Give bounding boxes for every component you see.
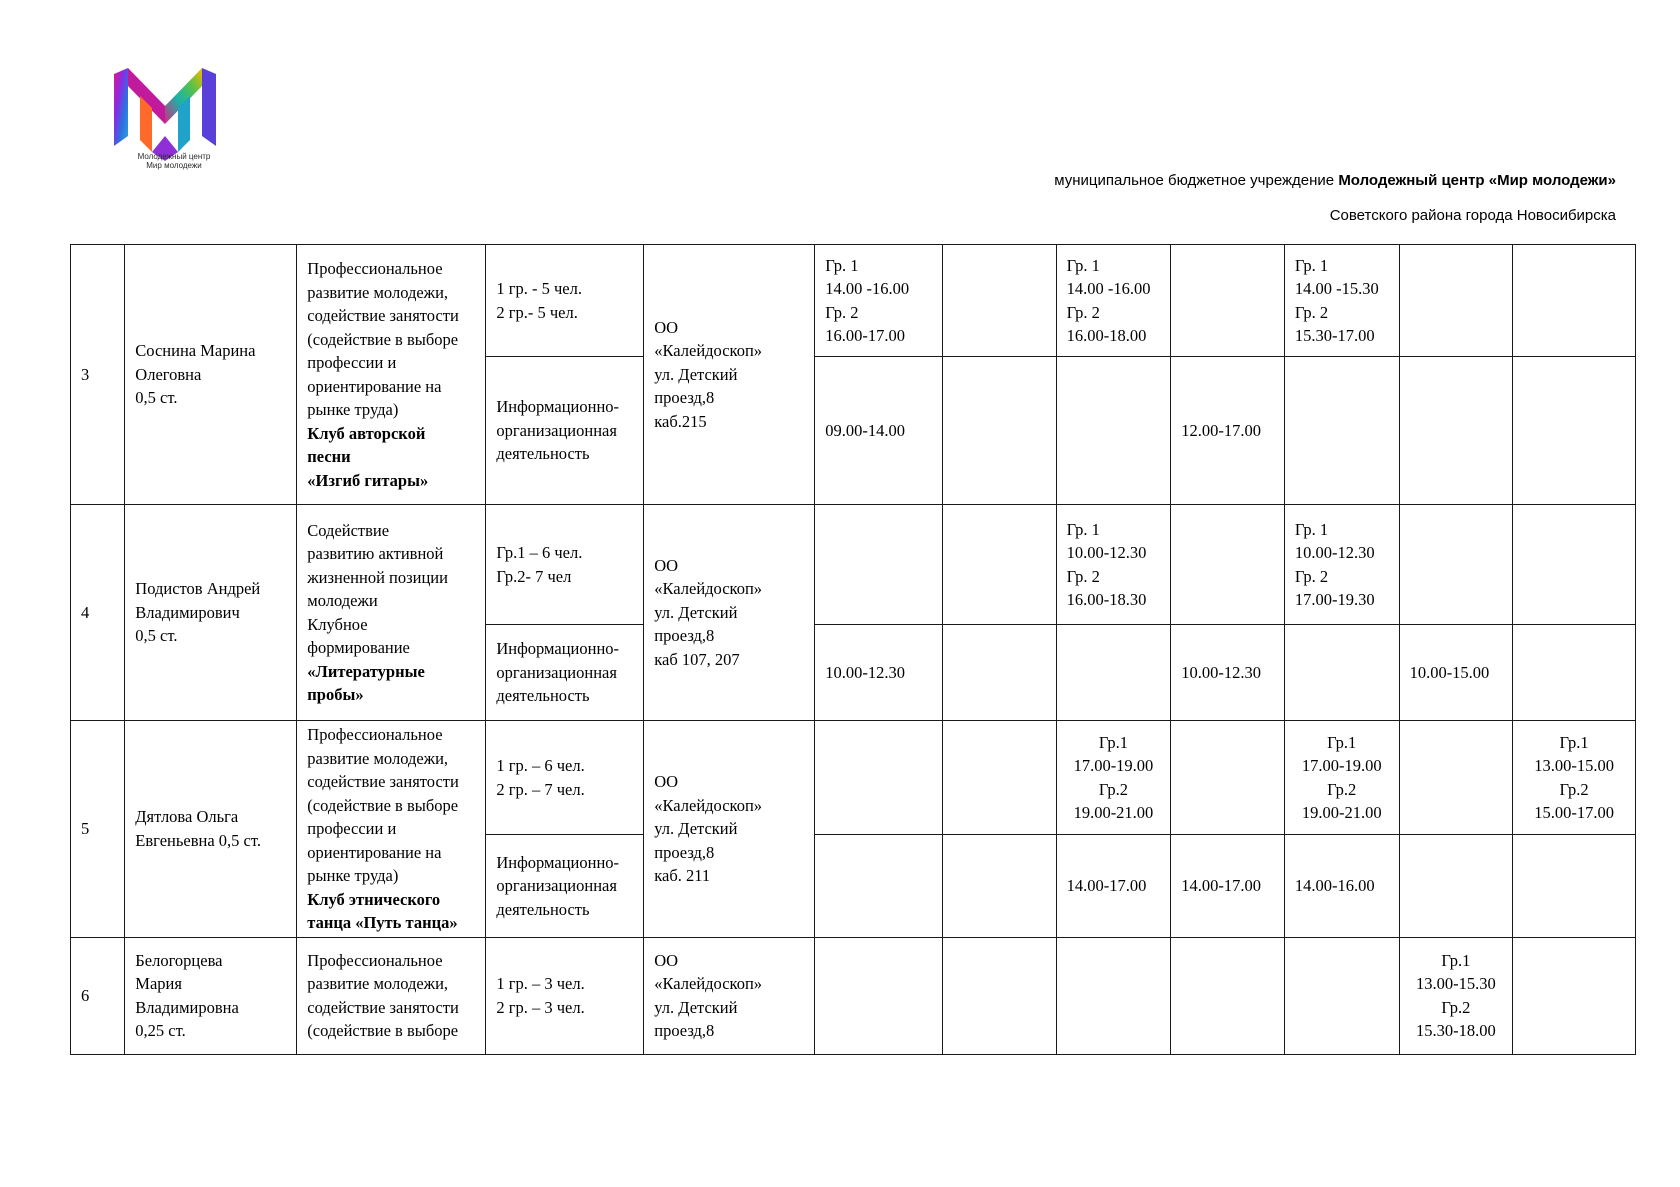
info-schedule-cell [1513,835,1636,937]
employee-name-line: Владимировна [135,997,239,1017]
schedule-time-line: Гр. 1 [1294,255,1329,275]
schedule-time-line: Гр. 1 [1066,519,1100,539]
info-schedule-cell [1513,357,1636,505]
info-schedule-time: 09.00-14.00 [825,420,905,440]
table-row [71,937,1636,1054]
place-line: «Калейдоскоп» [654,341,763,361]
info-activity-cell [486,835,644,937]
info-schedule-cell [1056,357,1171,505]
place-line: проезд,8 [654,842,715,862]
info-schedule-time: 14.00-16.00 [1294,876,1375,896]
place-cell [644,937,815,1054]
info-schedule-cell [1513,625,1636,721]
employee-name-line: Соснина Марина [135,341,256,361]
schedule-time-line: 15.00-17.00 [1534,803,1614,823]
direction-line: Профессиональное [307,725,443,744]
table-row [71,245,1636,357]
info-schedule-cell [815,357,943,505]
schedule-cell [1171,721,1285,835]
direction-line: формирование [307,638,410,657]
schedule-time-line: 14.00 -16.00 [1066,279,1151,298]
place-line: «Калейдоскоп» [654,579,763,599]
group-size-line: 1 гр. - 5 чел. [496,279,582,298]
schedule-time-line: 17.00-19.00 [1073,756,1154,776]
info-schedule-cell [942,625,1056,721]
schedule-cell [1513,721,1636,835]
schedule-cell [1171,505,1285,625]
direction-cell [297,505,486,721]
schedule-time-line: 14.00 -15.30 [1294,279,1379,298]
place-line: проезд,8 [654,388,715,408]
direction-line: Профессиональное [307,950,443,970]
schedule-cell [815,937,943,1054]
club-name-line: танца «Путь танца» [307,913,458,932]
place-cell [644,245,815,505]
direction-line: содействие занятости [307,772,459,791]
group-size-line: 2 гр.- 5 чел. [496,302,578,322]
info-schedule-cell [942,835,1056,937]
schedule-time-line: Гр. 2 [1294,566,1329,586]
schedule-cell [942,721,1056,835]
schedule-time-line: 17.00-19.30 [1294,590,1375,609]
schedule-cell [1284,505,1399,625]
club-name-line: «Изгиб гитары» [307,470,429,490]
schedule-cell [815,245,943,357]
place-line: ОО [654,950,679,970]
schedule-time-line: Гр. 2 [1066,566,1100,586]
schedule-time-line: 17.00-19.00 [1301,756,1382,776]
schedule-cell [1399,937,1513,1054]
schedule-time-line: 10.00-12.30 [1066,543,1147,562]
club-name-line: «Литературные [307,661,425,681]
schedule-cell [1399,245,1513,357]
direction-line: рынке труда) [307,866,399,885]
employee-name-line: 0,25 ст. [135,1021,186,1040]
info-activity-line: деятельность [496,899,590,919]
place-line: проезд,8 [654,1021,715,1040]
schedule-cell [1284,721,1399,835]
schedule-time-line: Гр.2 [1327,779,1357,799]
place-line: проезд,8 [654,626,715,646]
direction-line: профессии и [307,353,397,372]
schedule-time-line: Гр.1 [1327,732,1357,752]
info-activity-cell [486,625,644,721]
club-name-line: песни [307,447,351,466]
logo-caption-line1: Молодежный центр [137,152,211,161]
direction-line: (содействие в выборе [307,329,459,349]
schedule-time-line: Гр. 1 [1294,519,1329,539]
schedule-time-line: Гр.2 [1441,997,1471,1017]
info-schedule-cell [815,625,943,721]
schedule-cell [942,937,1056,1054]
schedule-time-line: 19.00-21.00 [1301,803,1382,823]
row-number-cell [71,505,125,721]
direction-line: (содействие в выборе [307,795,459,815]
direction-line: Содействие [307,520,390,540]
schedule-time-line: Гр. 2 [825,302,859,322]
place-line: каб. 211 [654,866,711,885]
table-row [71,505,1636,625]
place-line: ул. Детский [654,997,738,1017]
groups-cell [486,937,644,1054]
info-activity-line: Информационно- [496,397,620,417]
group-size-line: Гр.1 – 6 чел. [496,543,583,562]
organization-name-bold: Молодежный центр «Мир молодежи» [1338,172,1616,189]
direction-line: (содействие в выборе [307,1021,459,1040]
info-schedule-cell [1399,357,1513,505]
schedule-cell [942,505,1056,625]
schedule-cell [1056,505,1171,625]
direction-line: развитие молодежи, [307,974,449,993]
place-line: «Калейдоскоп» [654,795,763,815]
info-activity-line: деятельность [496,686,590,706]
schedule-table [70,244,1636,1055]
employee-name-cell [125,245,297,505]
direction-line: ориентирование на [307,842,442,862]
info-schedule-cell [1056,835,1171,937]
schedule-time-line: 13.00-15.30 [1416,974,1496,993]
info-schedule-cell [1171,835,1285,937]
schedule-time-line: 16.00-17.00 [825,326,905,345]
employee-name-line: 0,5 ст. [135,388,178,408]
schedule-time-line: Гр. 2 [1294,302,1329,322]
schedule-time-line: 15.30-17.00 [1294,326,1375,345]
group-size-line: 2 гр. – 7 чел. [496,779,585,799]
employee-name-cell [125,721,297,938]
info-schedule-cell [1399,625,1513,721]
groups-cell [486,245,644,357]
info-schedule-cell [1284,357,1399,505]
place-line: ОО [654,772,679,791]
table-row [71,721,1636,835]
employee-name-line: Мария [135,974,182,993]
organization-prefix: муниципальное бюджетное учреждение [1054,172,1339,189]
schedule-time-line: 13.00-15.00 [1534,756,1614,776]
group-size-line: 2 гр. – 3 чел. [496,997,585,1017]
info-schedule-time: 10.00-12.30 [1181,662,1262,682]
info-activity-line: организационная [496,662,617,682]
schedule-time-line: Гр. 1 [825,255,859,275]
direction-cell [297,721,486,938]
schedule-time-line: Гр.2 [1098,779,1128,799]
employee-name-line: Евгеньевна 0,5 ст. [135,830,261,850]
direction-line: Клубное [307,614,368,634]
row-number-cell [71,937,125,1054]
place-cell [644,721,815,938]
info-schedule-time: 10.00-15.00 [1409,662,1490,682]
groups-cell [486,721,644,835]
place-line: каб.215 [654,411,707,431]
info-activity-cell [486,357,644,505]
info-activity-line: Информационно- [496,639,620,659]
info-schedule-time: 14.00-17.00 [1181,876,1262,896]
schedule-time-line: 10.00-12.30 [1294,543,1375,562]
schedule-time-line: Гр.1 [1098,732,1128,752]
direction-line: молодежи [307,591,378,610]
schedule-time-line: 19.00-21.00 [1073,803,1154,823]
schedule-cell [1399,505,1513,625]
info-activity-line: Информационно- [496,852,620,872]
employee-name-line: Владимирович [135,602,240,622]
groups-cell [486,505,644,625]
info-activity-line: деятельность [496,444,590,464]
employee-name-line: Белогорцева [135,950,223,970]
place-line: ОО [654,555,679,575]
direction-line: профессии и [307,819,397,838]
schedule-cell [1513,505,1636,625]
schedule-time-line: Гр.1 [1559,732,1589,752]
place-line: «Калейдоскоп» [654,974,763,993]
row-number: 3 [81,364,90,384]
info-activity-line: организационная [496,876,617,896]
place-line: ул. Детский [654,819,738,838]
organization-district: Советского района города Новосибирска [1329,207,1616,224]
schedule-cell [1056,721,1171,835]
schedule-cell [815,721,943,835]
info-schedule-time: 12.00-17.00 [1181,420,1262,440]
schedule-time-line: Гр. 2 [1066,302,1100,322]
employee-name-line: 0,5 ст. [135,626,178,646]
row-number: 5 [81,819,90,838]
schedule-cell [1171,245,1285,357]
schedule-time-line: Гр. 1 [1066,255,1100,275]
organization-name [1054,172,1616,189]
club-name-line: Клуб авторской [307,423,426,443]
group-size-line: Гр.2- 7 чел [496,566,572,586]
club-name-line: Клуб этнического [307,889,441,909]
schedule-cell [1284,937,1399,1054]
place-line: ул. Детский [654,602,738,622]
info-schedule-cell [1171,625,1285,721]
info-schedule-cell [815,835,943,937]
info-schedule-cell [1284,835,1399,937]
direction-line: жизненной позиции [307,567,448,587]
direction-line: развитие молодежи, [307,748,449,768]
info-schedule-cell [1399,835,1513,937]
schedule-cell [1513,937,1636,1054]
row-number: 4 [81,602,90,622]
info-schedule-cell [1056,625,1171,721]
direction-line: рынке труда) [307,400,399,419]
group-size-line: 1 гр. – 3 чел. [496,974,585,993]
direction-line: ориентирование на [307,376,442,396]
direction-line: содействие занятости [307,306,459,325]
logo-caption-line2: Мир молодежи [146,161,202,170]
direction-cell [297,937,486,1054]
employee-name-line: Подистов Андрей [135,579,261,599]
place-line: каб 107, 207 [654,649,740,669]
schedule-time-line: 16.00-18.00 [1066,326,1147,345]
row-number: 6 [81,985,90,1005]
schedule-time-line: Гр.1 [1441,950,1471,970]
place-line: ул. Детский [654,364,738,384]
schedule-cell [1399,721,1513,835]
direction-cell [297,245,486,505]
employee-name-cell [125,505,297,721]
direction-line: Профессиональное [307,259,443,278]
info-schedule-cell [1284,625,1399,721]
schedule-cell [1513,245,1636,357]
row-number-cell [71,245,125,505]
info-schedule-cell [1171,357,1285,505]
info-schedule-time: 14.00-17.00 [1066,876,1147,896]
schedule-time-line: 16.00-18.30 [1066,590,1147,609]
employee-name-line: Олеговна [135,364,202,384]
direction-line: развитию активной [307,544,444,563]
place-line: ОО [654,317,679,337]
row-number-cell [71,721,125,938]
info-schedule-cell [942,357,1056,505]
schedule-time-line: Гр.2 [1559,779,1589,799]
schedule-cell [1171,937,1285,1054]
schedule-time-line: 14.00 -16.00 [825,279,910,298]
group-size-line: 1 гр. – 6 чел. [496,756,585,776]
employee-name-cell [125,937,297,1054]
info-activity-line: организационная [496,420,617,440]
employee-name-line: Дятлова Ольга [135,807,239,827]
place-cell [644,505,815,721]
direction-line: содействие занятости [307,997,459,1017]
schedule-cell [815,505,943,625]
schedule-cell [1284,245,1399,357]
schedule-time-line: 15.30-18.00 [1416,1021,1496,1040]
info-schedule-time: 10.00-12.30 [825,662,905,682]
schedule-cell [1056,245,1171,357]
schedule-cell [942,245,1056,357]
club-name-line: пробы» [307,685,364,704]
logo-caption [126,152,222,170]
schedule-cell [1056,937,1171,1054]
direction-line: развитие молодежи, [307,282,449,302]
